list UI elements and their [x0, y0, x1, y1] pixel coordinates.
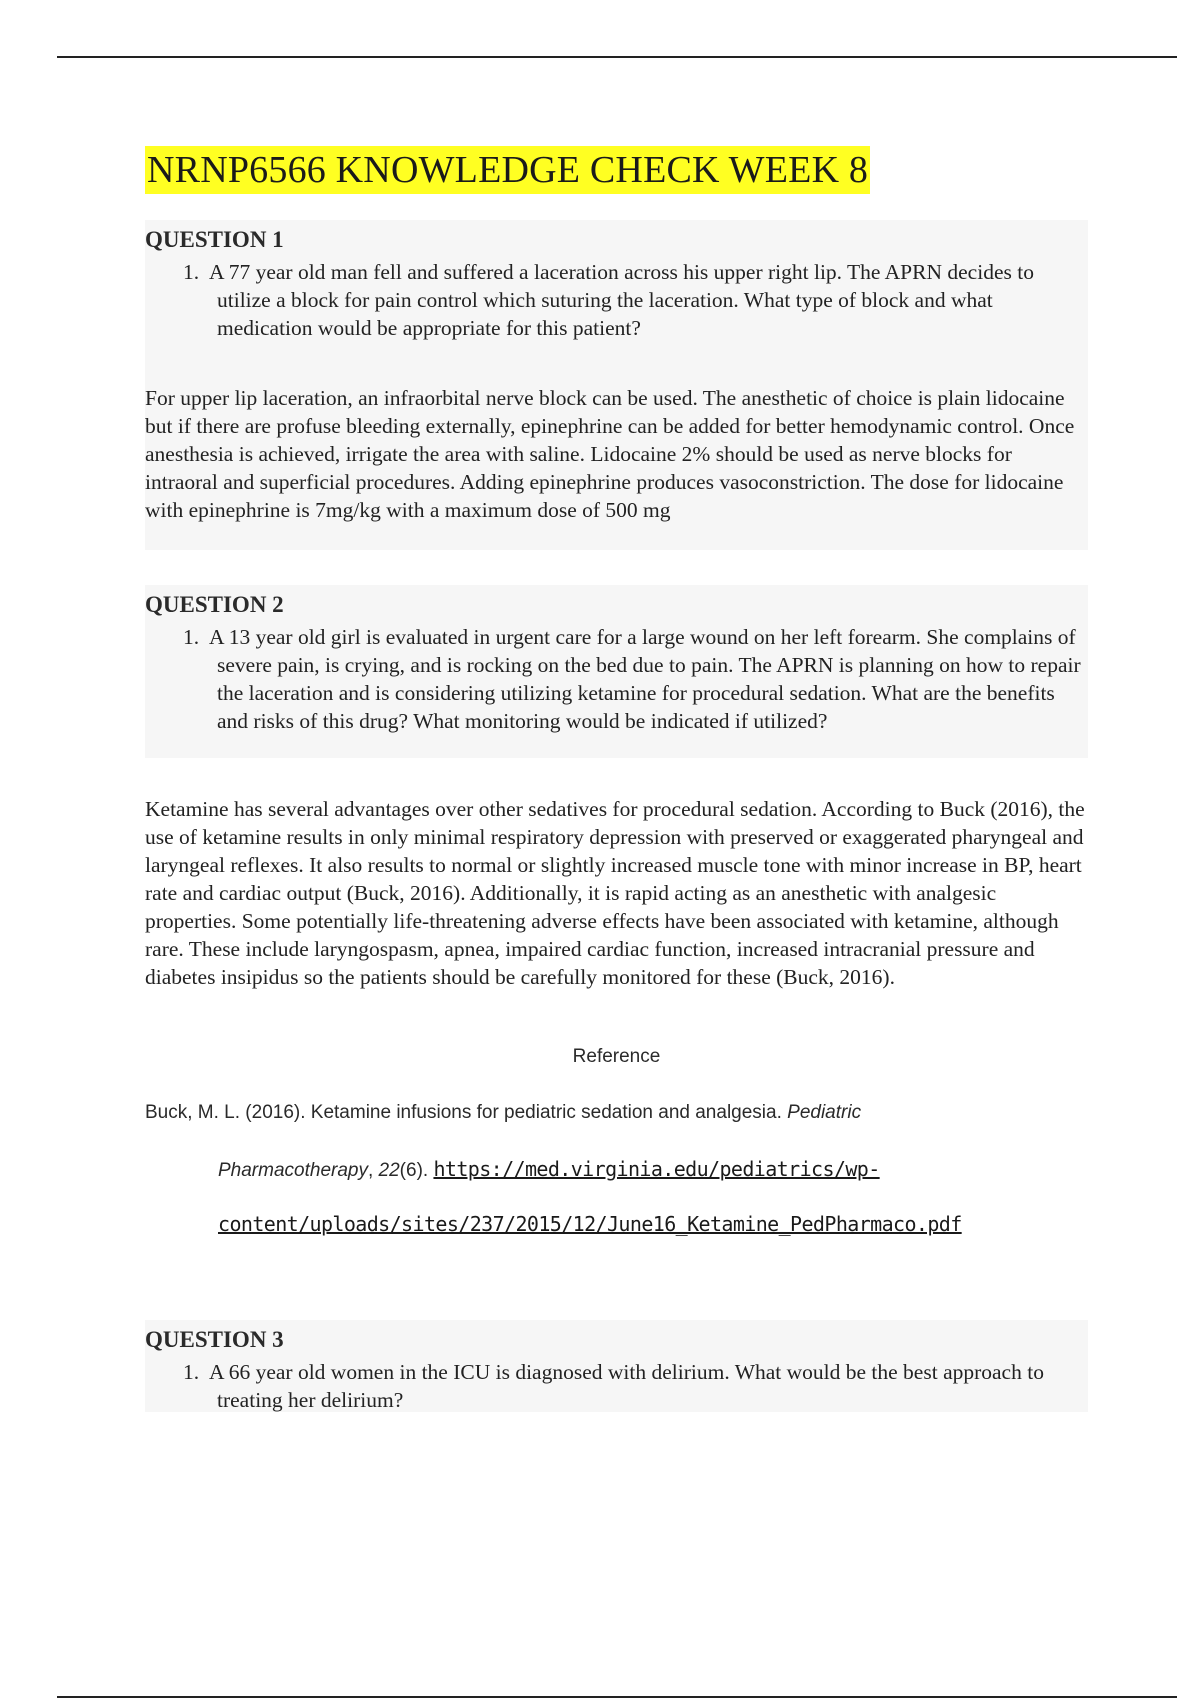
question-2-text — [145, 623, 1088, 735]
question-3-heading: QUESTION 3 — [145, 1327, 284, 1352]
question-1-text — [145, 258, 1088, 342]
question-3-text — [145, 1358, 1088, 1414]
question-1-heading: QUESTION 1 — [145, 227, 284, 252]
question-1-prompt: A 77 year old man fell and suffered a laceration across his upper right lip. The APRN decides to utilize a block for pain control which suturing the laceration. What type of block and what medication would be appropriate for this patient? — [209, 260, 1034, 340]
reference-citation-line-3 — [218, 1212, 962, 1237]
reference-url-line-2[interactable]: content/uploads/sites/237/2015/12/June16_Ketamine_PedPharmaco.pdf — [218, 1212, 962, 1236]
footer-rule — [57, 1696, 1177, 1698]
document-title: NRNP6566 KNOWLEDGE CHECK WEEK 8 — [145, 146, 870, 194]
question-3-number: 1. — [183, 1360, 200, 1384]
question-2-block — [145, 585, 1088, 758]
question-3-prompt: A 66 year old women in the ICU is diagnosed with delirium. What would be the best approach to treating her delirium? — [209, 1360, 1044, 1412]
reference-citation: Buck, M. L. (2016). Ketamine infusions for pediatric sedation and analgesia. — [145, 1102, 788, 1123]
question-3-block — [145, 1320, 1088, 1412]
reference-citation-line-1 — [145, 1102, 861, 1124]
reference-journal-cont: Pharmacotherapy — [218, 1160, 368, 1181]
reference-heading: Reference — [572, 1046, 661, 1067]
question-2-heading: QUESTION 2 — [145, 592, 284, 617]
answer-1: For upper lip laceration, an infraorbital nerve block can be used. The anesthetic of choice is plain lidocaine but if there are profuse bleeding externally, epinephrine can be added for better hemodynamic control. Once anesthesia is achieved, irrigate the area with saline. Lidocaine 2% should be used as nerve blocks for intraoral and superficial procedures. Adding epinephrine produces vasoconstriction. The dose for lidocaine with epinephrine is 7mg/kg with a maximum dose of 500 mg — [145, 384, 1088, 524]
question-2-number: 1. — [183, 625, 200, 649]
reference-journal: Pediatric — [787, 1102, 862, 1123]
question-1-number: 1. — [183, 260, 200, 284]
reference-volume: 22 — [378, 1160, 400, 1181]
reference-issue: (6). — [399, 1160, 434, 1181]
reference-citation-line-2 — [218, 1157, 880, 1182]
answer-2: Ketamine has several advantages over other sedatives for procedural sedation. According to Buck (2016), the use of ketamine results in only minimal respiratory depression with preserved or exaggerated pharyngeal and laryngeal reflexes. It also results to normal or slightly increased muscle tone with minor increase in BP, heart rate and cardiac output (Buck, 2016). Additionally, it is rapid acting as an anesthetic with analgesic properties. Some potentially life-threatening adverse effects have been associated with ketamine, although rare. These include laryngospasm, apnea, impaired cardiac function, increased intracranial pressure and diabetes insipidus so the patients should be carefully monitored for these (Buck, 2016). — [145, 797, 1085, 989]
question-2-prompt: A 13 year old girl is evaluated in urgent care for a large wound on her left forearm. She complains of severe pain, is crying, and is rocking on the bed due to pain. The APRN is planning on how to repair the laceration and is considering utilizing ketamine for procedural sedation. What are the benefits and risks of this drug? What monitoring would be indicated if utilized? — [209, 625, 1081, 733]
reference-sep: , — [367, 1160, 379, 1181]
reference-url-line-1[interactable]: https://med.virginia.edu/pediatrics/wp- — [433, 1157, 880, 1181]
header-rule — [57, 56, 1177, 58]
